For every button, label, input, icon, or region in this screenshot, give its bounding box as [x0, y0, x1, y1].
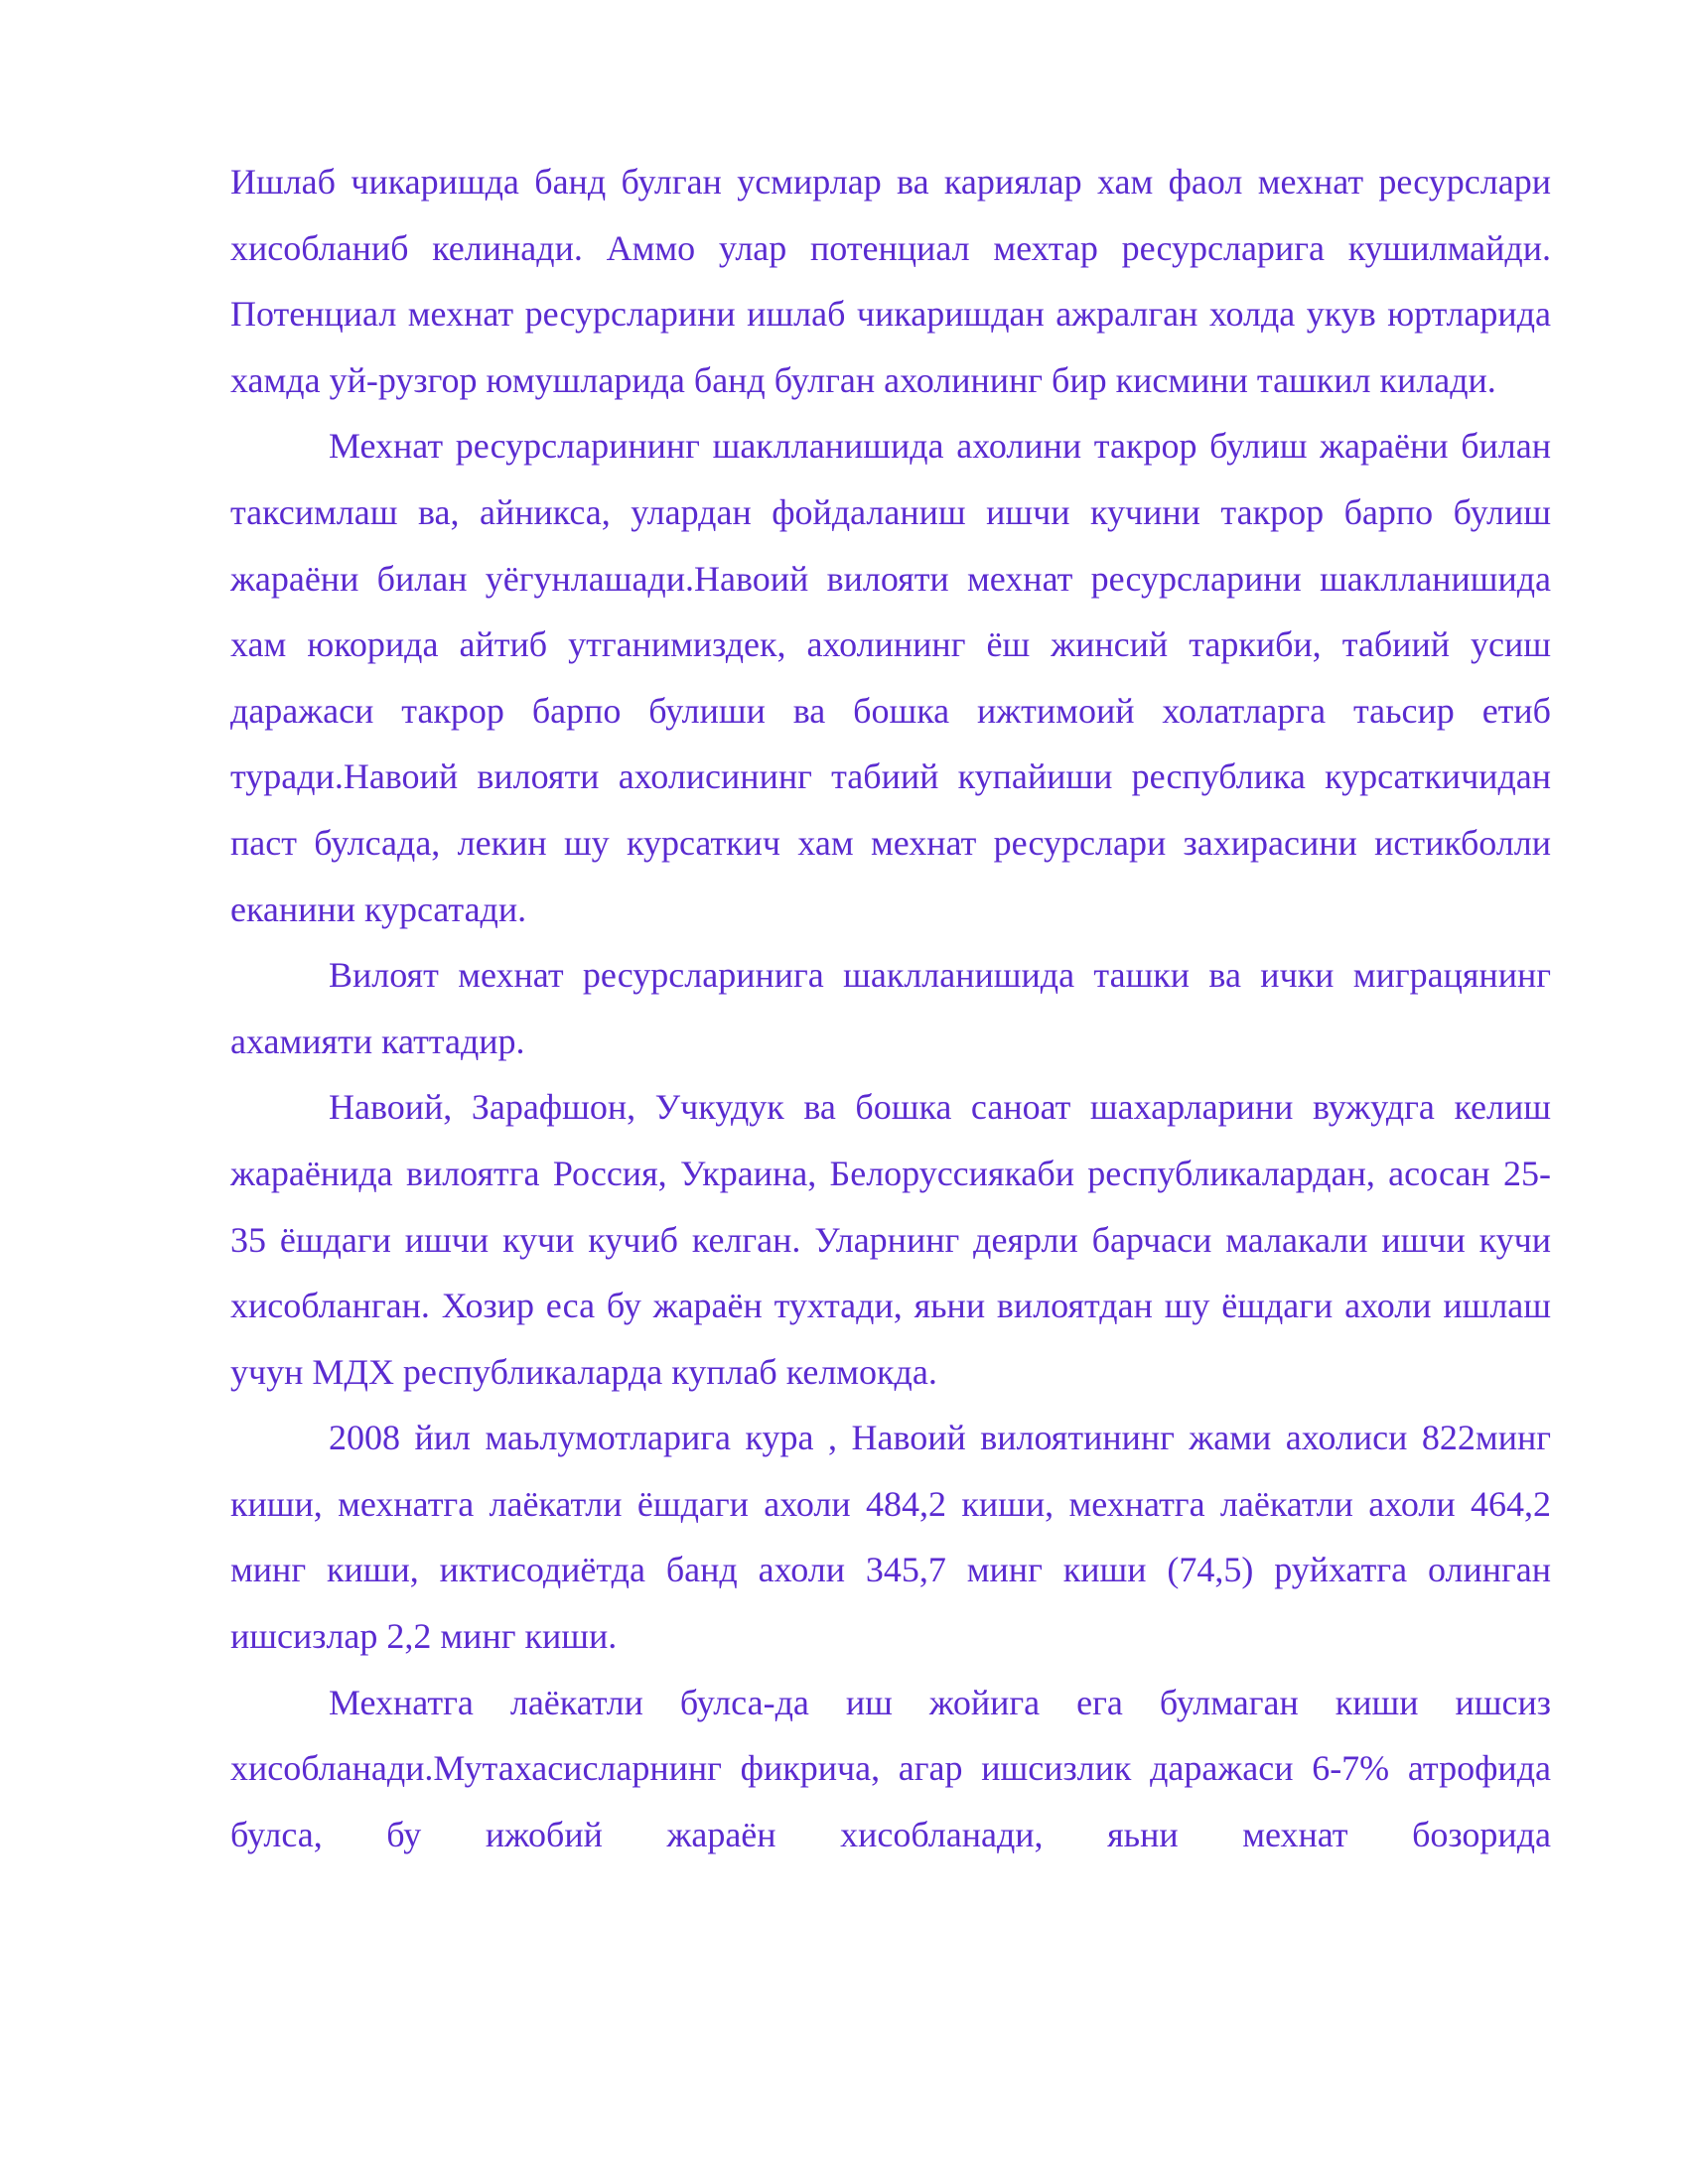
paragraph-3: Вилоят мехнат ресурсларинига шаклланишида ташки ва ички миграцянинг ахамияти каттадир. — [230, 955, 1551, 1061]
paragraph-4: Навоий, Зарафшон, Учкудук ва бошка саноат шахарларини вужудга келиш жараёнида вилоятга Россия, Украина, Белоруссиякаби республикалардан, асосан 25-35 ёшдаги ишчи кучи кучиб келган. Уларнинг деярли барчаси малакали ишчи кучи хисобланган. Хозир еса бу жараён тухтади, яьни вилоятдан шу ёшдаги ахоли ишлаш учун МДХ республикаларда куплаб келмокда. — [230, 1087, 1551, 1392]
paragraph-1: Ишлаб чикаришда банд булган усмирлар ва кариялар хам фаол мехнат ресурслари хисобланиб келинади. Аммо улар потенциал мехтар ресурсларига кушилмайди. Потенциал мехнат ресурсларини ишлаб чикаришдан ажралган холда укув юртларида хамда уй-рузгор юмушларида банд булган ахолининг бир кисмини ташкил килади. — [230, 162, 1551, 400]
body-text — [230, 149, 1551, 1867]
paragraph-5: 2008 йил маьлумотларига кура , Навоий вилоятининг жами ахолиси 822минг киши, мехнатга лаёкатли ёшдаги ахоли 484,2 киши, мехнатга лаёкатли ахоли 464,2 минг киши, иктисодиётда банд ахоли 345,7 минг киши (74,5) руйхатга олинган ишсизлар 2,2 минг киши. — [230, 1418, 1551, 1657]
paragraph-2: Мехнат ресурсларининг шаклланишида ахолини такрор булиш жараёни билан таксимлаш ва, айникса, улардан фойдаланиш ишчи кучини такрор барпо булиш жараёни билан уёгунлашади.Навоий вилояти мехнат ресурсларини шаклланишида хам юкорида айтиб утганимиздек, ахолининг ёш жинсий таркиби, табиий усиш даражаси такрор барпо булиши ва бошка ижтимоий холатларга таьсир етиб туради.Навоий вилояти ахолисининг табиий купайиши республика курсаткичидан паст булсада, лекин шу курсаткич хам мехнат ресурслари захирасини истикболли еканини курсатади. — [230, 426, 1551, 929]
paragraph-6: Мехнатга лаёкатли булса-да иш жойига ега булмаган киши ишсиз хисобланади.Мутахасисларнинг фикрича, агар ишсизлик даражаси 6-7% атрофида булса, бу ижобий жараён хисобланади, яьни мехнат бозорида — [230, 1682, 1551, 1854]
